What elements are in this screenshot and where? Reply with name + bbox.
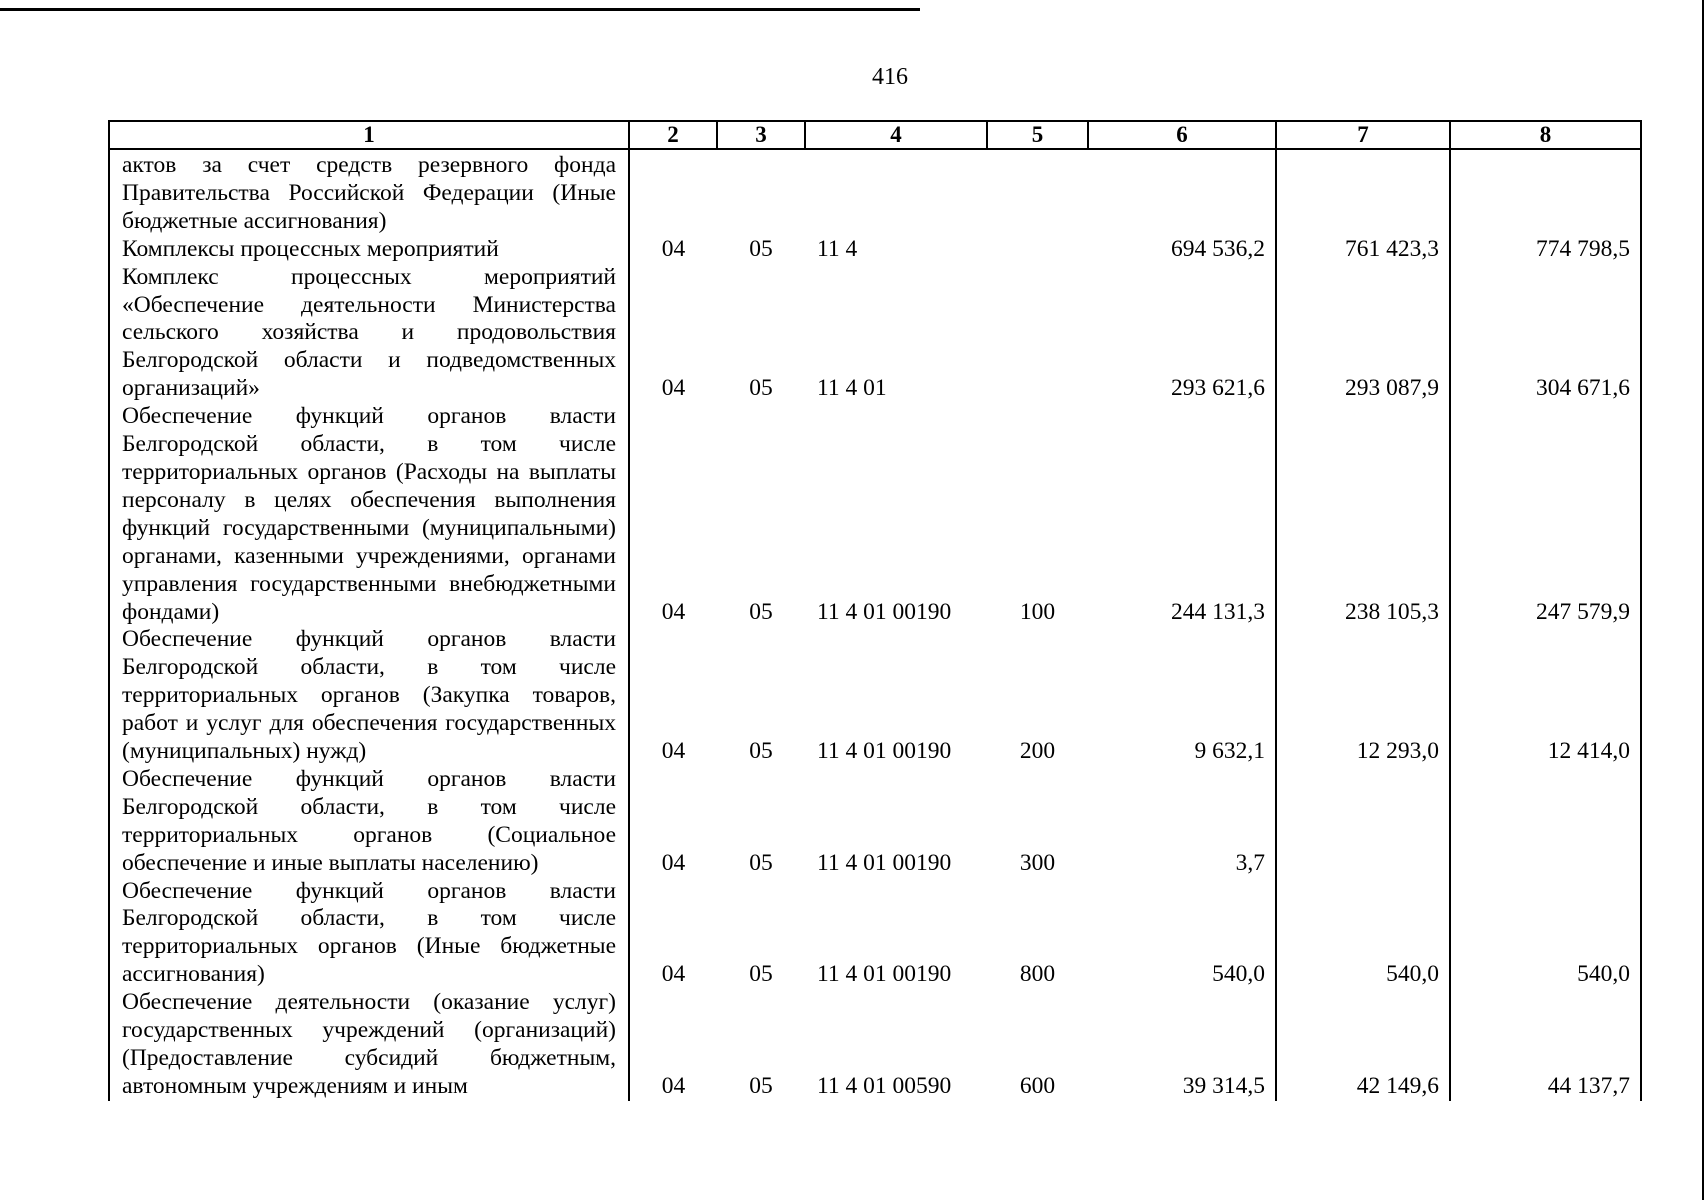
cell-section: 04 bbox=[629, 236, 717, 264]
cell-target-article: 11 4 01 00190 bbox=[817, 961, 952, 988]
row-name: актов за счет средств резервного фонда Правительства Российской Федерации (Иные бюджетные ассигнования) bbox=[109, 149, 629, 236]
cell-amount-col6: 9 632,1 bbox=[1088, 626, 1276, 766]
cell-amount-col7 bbox=[1276, 149, 1450, 236]
cell-expense-type: 100 bbox=[1019, 598, 1056, 625]
column-header: 4 bbox=[805, 121, 987, 149]
column-header: 2 bbox=[629, 121, 717, 149]
scan-artifact-right-edge bbox=[1702, 0, 1704, 1200]
column-header: 6 bbox=[1088, 121, 1276, 149]
cell-target-article: 11 4 01 00590 bbox=[817, 1072, 952, 1099]
budget-table bbox=[108, 120, 1642, 1101]
table-header-row bbox=[109, 121, 1641, 149]
row-name: Комплекс процессных мероприятий «Обеспечение деятельности Министерства сельского хозяйства и продовольствия Белгородской области и подведомственных организаций» bbox=[109, 264, 629, 404]
cell-expense-type: 200 bbox=[1019, 738, 1056, 765]
table-row bbox=[109, 149, 1641, 236]
column-header: 8 bbox=[1450, 121, 1641, 149]
cell-amount-col7: 761 423,3 bbox=[1276, 236, 1450, 264]
cell-amount-col8: 774 798,5 bbox=[1450, 236, 1641, 264]
cell-section: 04 bbox=[629, 264, 717, 404]
cell-amount-col6: 694 536,2 bbox=[1088, 236, 1276, 264]
row-name: Обеспечение функций органов власти Белгородской области, в том числе территориальных органов (Социальное обеспечение и иные выплаты населению) bbox=[109, 766, 629, 878]
cell-expense-type: 800 bbox=[1019, 961, 1056, 988]
row-name: Комплексы процессных мероприятий bbox=[109, 236, 629, 264]
cell-subsection: 05 bbox=[749, 235, 773, 262]
cell-target-article: 11 4 01 bbox=[817, 375, 887, 402]
cell-amount-col8: 12 414,0 bbox=[1450, 626, 1641, 766]
page-number: 416 bbox=[872, 64, 908, 90]
cell-section: 04 bbox=[629, 403, 717, 626]
table-row bbox=[109, 236, 1641, 264]
cell-subsection: 05 bbox=[749, 849, 773, 876]
cell-target-article bbox=[805, 149, 987, 236]
cell-subsection: 05 bbox=[749, 961, 773, 988]
cell-amount-col6 bbox=[1088, 149, 1276, 236]
cell-amount-col6: 244 131,3 bbox=[1088, 403, 1276, 626]
cell-expense-type bbox=[987, 236, 1088, 264]
cell-amount-col7: 12 293,0 bbox=[1276, 626, 1450, 766]
column-header: 5 bbox=[987, 121, 1088, 149]
cell-subsection bbox=[717, 149, 805, 236]
cell-section: 04 bbox=[629, 626, 717, 766]
cell-amount-col8: 304 671,6 bbox=[1450, 264, 1641, 404]
cell-subsection: 05 bbox=[749, 1072, 773, 1099]
cell-amount-col8 bbox=[1450, 149, 1641, 236]
scan-artifact-top-line bbox=[0, 8, 920, 11]
column-header: 3 bbox=[717, 121, 805, 149]
cell-target-article: 11 4 01 00190 bbox=[817, 598, 952, 625]
cell-section: 04 bbox=[629, 766, 717, 878]
cell-expense-type: 300 bbox=[1019, 849, 1056, 876]
table-row bbox=[109, 766, 1641, 878]
row-name: Обеспечение функций органов власти Белгородской области, в том числе территориальных органов (Расходы на выплаты персоналу в целях обеспечения выполнения функций государственными (муниципальными) органами, казенными учреждениями, органами управления государственными внебюджетными фондами) bbox=[109, 403, 629, 626]
column-header: 7 bbox=[1276, 121, 1450, 149]
cell-expense-type bbox=[987, 149, 1088, 236]
table-row bbox=[109, 878, 1641, 990]
row-name: Обеспечение функций органов власти Белгородской области, в том числе территориальных органов (Закупка товаров, работ и услуг для обеспечения государственных (муниципальных) нужд) bbox=[109, 626, 629, 766]
cell-amount-col7: 293 087,9 bbox=[1276, 264, 1450, 404]
table-row bbox=[109, 989, 1641, 1101]
table-row bbox=[109, 264, 1641, 404]
column-header: 1 bbox=[109, 121, 629, 149]
row-name: Обеспечение деятельности (оказание услуг) государственных учреждений (организаций) (Предоставление субсидий бюджетным, автономным учреждениям и иным bbox=[109, 989, 629, 1101]
cell-amount-col8 bbox=[1450, 766, 1641, 878]
cell-section: 04 bbox=[629, 878, 717, 990]
cell-amount-col6: 540,0 bbox=[1088, 878, 1276, 990]
cell-expense-type bbox=[987, 264, 1088, 404]
cell-amount-col7: 238 105,3 bbox=[1276, 403, 1450, 626]
row-name: Обеспечение функций органов власти Белгородской области, в том числе территориальных органов (Иные бюджетные ассигнования) bbox=[109, 878, 629, 990]
cell-amount-col6: 293 621,6 bbox=[1088, 264, 1276, 404]
cell-amount-col8: 247 579,9 bbox=[1450, 403, 1641, 626]
cell-target-article: 11 4 bbox=[817, 235, 858, 262]
cell-amount-col6: 39 314,5 bbox=[1088, 989, 1276, 1101]
cell-amount-col7: 540,0 bbox=[1276, 878, 1450, 990]
cell-target-article: 11 4 01 00190 bbox=[817, 738, 952, 765]
cell-expense-type: 600 bbox=[1019, 1072, 1056, 1099]
cell-amount-col8: 44 137,7 bbox=[1450, 989, 1641, 1101]
cell-section bbox=[629, 149, 717, 236]
cell-subsection: 05 bbox=[749, 598, 773, 625]
cell-subsection: 05 bbox=[749, 738, 773, 765]
cell-amount-col6: 3,7 bbox=[1088, 766, 1276, 878]
cell-amount-col7: 42 149,6 bbox=[1276, 989, 1450, 1101]
cell-section: 04 bbox=[629, 989, 717, 1101]
table-row bbox=[109, 403, 1641, 626]
cell-target-article: 11 4 01 00190 bbox=[817, 849, 952, 876]
cell-subsection: 05 bbox=[749, 375, 773, 402]
table-row bbox=[109, 626, 1641, 766]
cell-amount-col8: 540,0 bbox=[1450, 878, 1641, 990]
cell-amount-col7 bbox=[1276, 766, 1450, 878]
